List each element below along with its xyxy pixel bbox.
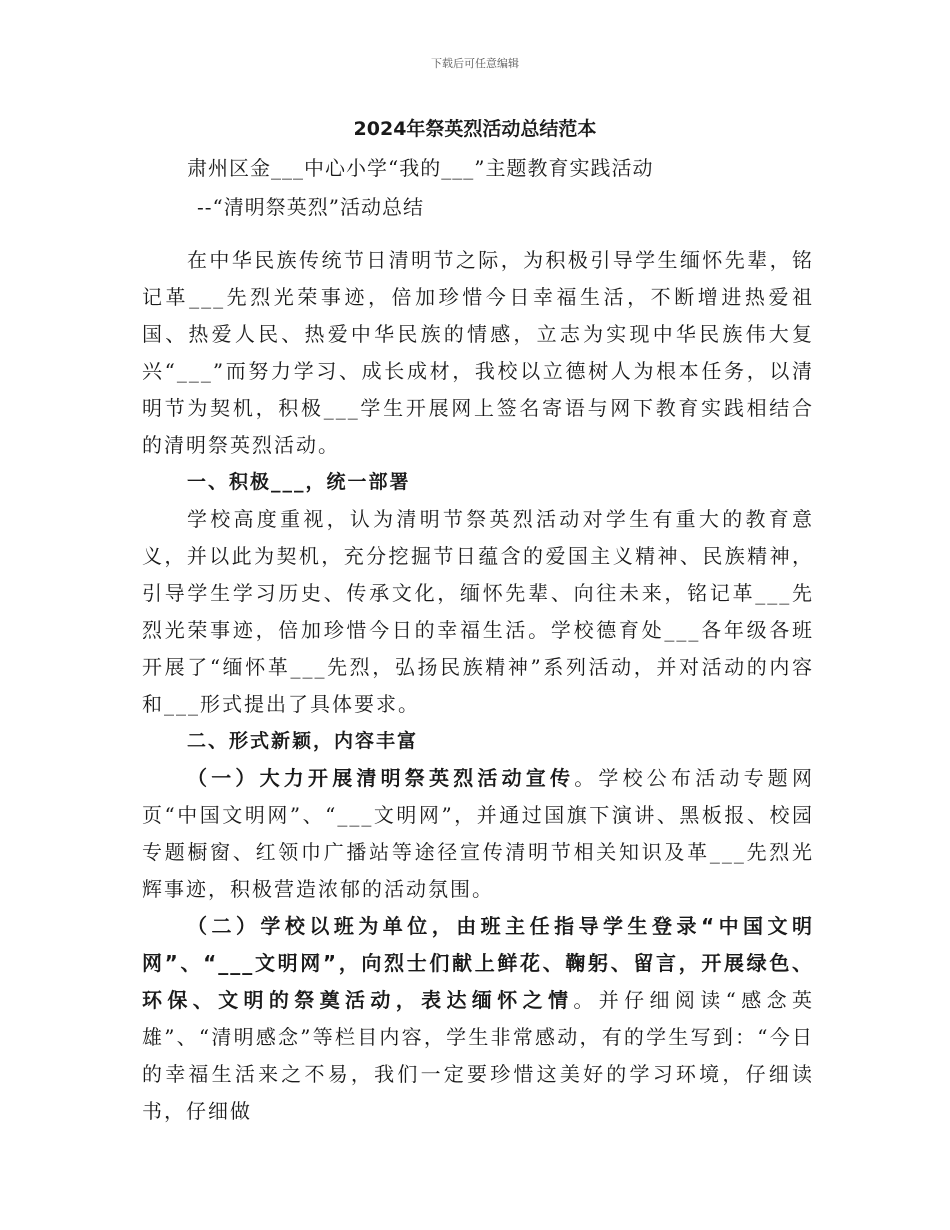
section-1-paragraph: 学校高度重视，认为清明节祭英烈活动对学生有重大的教育意义，并以此为契机，充分挖掘节日蕴含的爱国主义精神、民族精神，引导学生学习历史、传承文化，缅怀先辈、向往未来，铭记革___先烈光荣事迹，倍加珍惜今日的幸福生活。学校德育处___各年级各班开展了“缅怀革___先烈，弘扬民族精神”系列活动，并对活动的内容和___形式提出了具体要求。 [142,507,814,716]
item-1-text: 。学校公布活动专题网页“中国文明网”、“___文明网”，并通过国旗下演讲、黑板报、校园专题橱窗、红领巾广播站等途径宣传清明节相关知识及革___先烈光辉事迹，积极营造浓郁的活动氛围。 [142,766,815,901]
item-1-bold-text: （一）大力开展清明祭英烈活动宣传 [187,766,575,790]
section-1-heading: 一、积极___，统一部署 [187,471,411,493]
header-note: 下载后可任意编辑 [431,57,519,70]
section-2-heading: 二、形式新颖，内容丰富 [187,730,419,752]
intro-paragraph: 在中华民族传统节日清明节之际，为积极引导学生缅怀先辈，铭记革___先烈光荣事迹，倍加珍惜今日幸福生活，不断增进热爱祖国、热爱人民、热爱中华民族的情感，立志为实现中华民族伟大复兴“___”而努力学习、成长成材，我校以立德树人为根本任务，以清明节为契机，积极___学生开展网上签名寄语与网下教育实践相结合的清明祭英烈活动。 [142,248,814,457]
subtitle-summary: --“清明祭英烈”活动总结 [197,195,424,219]
document-title: 2024年祭英烈活动总结范本 [353,118,597,140]
section-2-item-1 [142,760,814,908]
item-2-text: 。并仔细阅读“感念英雄”、“清明感念”等栏目内容，学生非常感动，有的学生写到：“今日的幸福生活来之不易，我们一定要珍惜这美好的学习环境，仔细读书，仔细做 [142,988,814,1123]
item-2-bold-text: （二）学校以班为单位，由班主任指导学生登录“中国文明网”、“___文明网”，向烈士们献上鲜花、鞠躬、留言，开展绿色、环保、文明的祭奠活动，表达缅怀之情 [142,914,814,1012]
section-2-item-2 [142,908,814,1130]
subtitle-activity: 肃州区金___中心小学“我的___”主题教育实践活动 [187,156,654,180]
document-body [142,150,814,1130]
